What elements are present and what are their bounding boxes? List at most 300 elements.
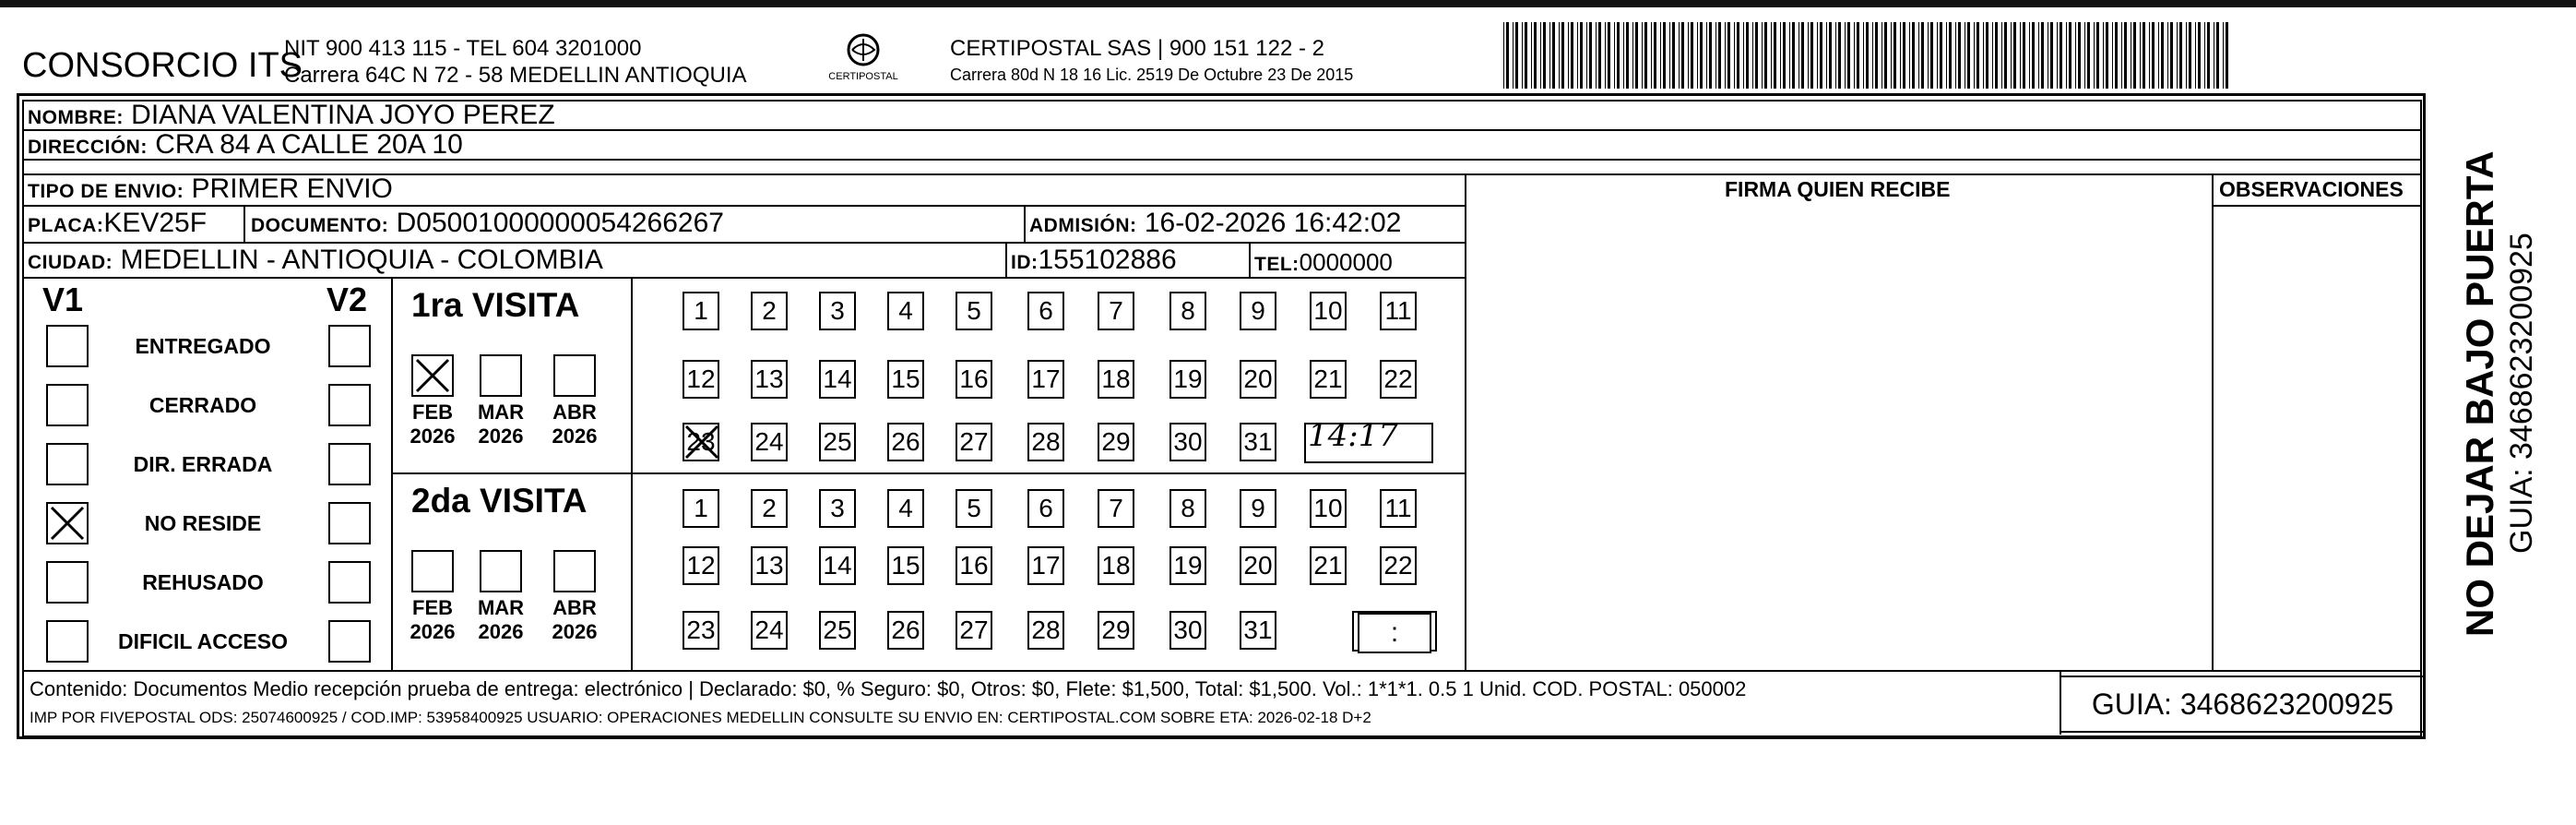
- col-divider: [1024, 205, 1026, 242]
- day-box[interactable]: 27: [956, 423, 992, 461]
- barcode-bar: [2087, 22, 2090, 89]
- day-box[interactable]: 20: [1240, 546, 1276, 585]
- barcode-bar: [1918, 22, 1919, 89]
- day-box[interactable]: 4: [887, 292, 924, 330]
- barcode-bar: [1845, 22, 1846, 89]
- barcode-bar: [2029, 22, 2030, 89]
- barcode-bar: [1808, 22, 1809, 89]
- barcode-bar: [1746, 22, 1749, 89]
- ciudad-cell: [28, 245, 603, 278]
- barcode-bar: [1552, 22, 1555, 89]
- barcode-bar: [1734, 22, 1735, 89]
- barcode-bar: [1715, 22, 1716, 89]
- barcode-bar: [1884, 22, 1887, 89]
- day-box[interactable]: 27: [956, 611, 992, 650]
- day-box[interactable]: 18: [1098, 546, 1134, 585]
- barcode-bar: [1792, 22, 1795, 89]
- col-divider: [391, 277, 393, 670]
- row-divider: [22, 670, 2422, 672]
- day-box[interactable]: 13: [751, 546, 788, 585]
- barcode-bar: [1697, 22, 1698, 89]
- barcode-bar: [1900, 22, 1901, 89]
- documento-cell: [251, 209, 724, 241]
- day-box[interactable]: 25: [819, 423, 856, 461]
- guia-number: GUIA: 3468623200925: [2060, 676, 2426, 733]
- direccion-label: DIRECCIÓN:: [28, 137, 148, 158]
- barcode-bar: [1866, 22, 1869, 89]
- barcode-bar: [2075, 22, 2076, 89]
- barcode-bar: [1903, 22, 1905, 89]
- barcode-bar: [2124, 22, 2127, 89]
- nombre-label: NOMBRE:: [28, 107, 124, 128]
- day-box[interactable]: 2: [751, 292, 788, 330]
- barcode-bar: [1872, 22, 1873, 89]
- month-name: MAR: [477, 401, 525, 424]
- barcode-bar: [1921, 22, 1924, 89]
- day-box[interactable]: 4: [887, 489, 924, 528]
- day-box[interactable]: 28: [1027, 423, 1064, 461]
- day-box[interactable]: 21: [1310, 546, 1347, 585]
- placa-label: PLACA:: [28, 215, 104, 236]
- day-box[interactable]: 3: [819, 489, 856, 528]
- month-checkbox[interactable]: [553, 354, 596, 397]
- col-divider: [243, 205, 245, 242]
- barcode-bar: [1967, 22, 1970, 89]
- day-box[interactable]: 16: [956, 360, 992, 399]
- second-visit-title: 2da VISITA: [411, 482, 588, 520]
- company-info: [284, 35, 747, 89]
- barcode-bar: [2149, 22, 2150, 89]
- status-label: DIFICIL ACCESO: [117, 629, 288, 653]
- day-box[interactable]: [683, 423, 719, 461]
- day-box[interactable]: 26: [887, 423, 924, 461]
- barcode-bar: [1614, 22, 1615, 89]
- barcode-bar: [2133, 22, 2136, 89]
- barcode-bar: [1608, 22, 1610, 89]
- barcode-bar: [1891, 22, 1892, 89]
- month-checkbox[interactable]: [553, 550, 596, 592]
- day-box[interactable]: 11: [1380, 292, 1417, 330]
- day-box[interactable]: 10: [1310, 292, 1347, 330]
- barcode-bar: [1531, 22, 1532, 89]
- status-label: ENTREGADO: [135, 334, 271, 358]
- barcode-bar: [1706, 22, 1707, 89]
- barcode-bar: [1974, 22, 1975, 89]
- day-box[interactable]: 30: [1169, 611, 1206, 650]
- day-box[interactable]: 14: [819, 546, 856, 585]
- barcode-bar: [1835, 22, 1836, 89]
- barcode-bar: [1912, 22, 1915, 89]
- barcode-bar: [1875, 22, 1878, 89]
- barcode-bar: [1672, 22, 1675, 89]
- documento-label: DOCUMENTO:: [251, 215, 389, 236]
- first-visit-title: 1ra VISITA: [411, 286, 580, 324]
- v1-checkbox[interactable]: [46, 620, 89, 663]
- barcode-bar: [1688, 22, 1689, 89]
- month-checkbox[interactable]: [480, 354, 522, 397]
- barcode-bar: [2170, 22, 2173, 89]
- day-box[interactable]: 30: [1169, 423, 1206, 461]
- barcode-bar: [2167, 22, 2168, 89]
- barcode-bar: [1940, 22, 1942, 89]
- status-label: NO RESIDE: [144, 511, 262, 535]
- barcode-bar: [1543, 22, 1546, 89]
- day-box[interactable]: 7: [1098, 292, 1134, 330]
- top-edge-bar: [0, 0, 2576, 7]
- barcode-bar: [1727, 22, 1730, 89]
- day-box[interactable]: 23: [683, 611, 719, 650]
- day-box[interactable]: 22: [1380, 360, 1417, 399]
- day-box[interactable]: 31: [1240, 611, 1276, 650]
- day-box[interactable]: 8: [1169, 292, 1206, 330]
- barcode-bar: [2152, 22, 2155, 89]
- carrier-info: [950, 35, 1353, 89]
- barcode-bar: [2115, 22, 2118, 89]
- month-name: FEB: [412, 596, 453, 619]
- barcode-bar: [2189, 22, 2191, 89]
- barcode-bar: [2140, 22, 2141, 89]
- barcode-bar: [2096, 22, 2099, 89]
- barcode-bar: [1651, 22, 1652, 89]
- documento-value: D05001000000054266267: [396, 208, 724, 238]
- barcode-bar: [1983, 22, 1984, 89]
- barcode-bar: [1525, 22, 1527, 89]
- barcode-bar: [1549, 22, 1550, 89]
- barcode-bar: [2103, 22, 2104, 89]
- v2-checkbox[interactable]: [328, 325, 371, 367]
- barcode-bar: [2066, 22, 2067, 89]
- day-box[interactable]: 1: [683, 489, 719, 528]
- logo-text: CERTIPOSTAL: [828, 71, 898, 82]
- month-label: [473, 401, 528, 448]
- month-checkbox[interactable]: [480, 550, 522, 592]
- tipo-label: TIPO DE ENVIO:: [28, 181, 184, 202]
- barcode-bar: [1826, 22, 1827, 89]
- barcode-bar: [1857, 22, 1859, 89]
- barcode-bar: [1522, 22, 1523, 89]
- barcode-bar: [1928, 22, 1929, 89]
- placa-cell: [28, 209, 207, 241]
- row-divider: [391, 472, 1466, 474]
- col-divider: [631, 277, 633, 670]
- barcode-bar: [1577, 22, 1578, 89]
- barcode-bar: [1955, 22, 1956, 89]
- v1-header: V1: [42, 281, 84, 318]
- nombre-row: [28, 101, 555, 133]
- month-year: 2026: [478, 620, 524, 643]
- admision-label: ADMISIÓN:: [1029, 215, 1137, 236]
- carrier-name: CERTIPOSTAL SAS | 900 151 122 - 2: [950, 36, 1324, 61]
- month-name: ABR: [552, 401, 597, 424]
- side-guia: GUIA: 3468623200925: [2504, 233, 2539, 554]
- barcode-bar: [1780, 22, 1781, 89]
- imp-line: IMP POR FIVEPOSTAL ODS: 25074600925 / COD.IMP: 53958400925 USUARIO: OPERACIONES MEDELLIN CONSULTE SU ENVIO EN: CERTIPOSTAL.COM SOBRE ETA: 2026-02-18 D+2: [30, 709, 1371, 726]
- barcode-bar: [2179, 22, 2182, 89]
- day-box[interactable]: 6: [1027, 292, 1064, 330]
- day-box[interactable]: 29: [1098, 423, 1134, 461]
- barcode-bar: [1586, 22, 1587, 89]
- v1-checkbox[interactable]: [46, 561, 89, 604]
- v2-checkbox[interactable]: [328, 620, 371, 663]
- placa-value: KEV25F: [103, 208, 208, 238]
- v1-checkbox[interactable]: [46, 384, 89, 426]
- barcode-bar: [1559, 22, 1560, 89]
- barcode-bar: [2198, 22, 2201, 89]
- col-divider: [1465, 173, 1466, 670]
- barcode-bar: [2084, 22, 2085, 89]
- admision-value: 16-02-2026 16:42:02: [1144, 208, 1402, 238]
- month-label: [405, 596, 460, 644]
- day-box[interactable]: 14: [819, 360, 856, 399]
- nombre-value: DIANA VALENTINA JOYO PEREZ: [131, 100, 555, 130]
- barcode-bar: [1534, 22, 1537, 89]
- barcode-bar: [2001, 22, 2002, 89]
- day-box[interactable]: 28: [1027, 611, 1064, 650]
- v1-checkbox[interactable]: [46, 502, 89, 544]
- day-box[interactable]: 22: [1380, 546, 1417, 585]
- certipostal-logo: [817, 30, 909, 89]
- barcode-bar: [2013, 22, 2016, 89]
- observations-area[interactable]: [2215, 207, 2420, 668]
- month-label: [473, 596, 528, 644]
- barcode-bar: [1679, 22, 1680, 89]
- day-box[interactable]: 5: [956, 292, 992, 330]
- day-box[interactable]: 1: [683, 292, 719, 330]
- month-year: 2026: [552, 620, 598, 643]
- barcode-bar: [1561, 22, 1564, 89]
- day-box[interactable]: 20: [1240, 360, 1276, 399]
- barcode-bar: [2223, 22, 2224, 89]
- day-box[interactable]: 3: [819, 292, 856, 330]
- barcode-bar: [1663, 22, 1666, 89]
- barcode-bar: [1958, 22, 1961, 89]
- signature-area[interactable]: [1468, 207, 2210, 668]
- barcode-bar: [2060, 22, 2062, 89]
- day-box[interactable]: 25: [819, 611, 856, 650]
- barcode-bar: [2050, 22, 2053, 89]
- barcode-bar: [1817, 22, 1818, 89]
- barcode-bar: [1937, 22, 1938, 89]
- barcode-bar: [1718, 22, 1721, 89]
- status-label: REHUSADO: [142, 570, 264, 594]
- barcode-bar: [1654, 22, 1656, 89]
- barcode-bar: [2106, 22, 2108, 89]
- day-box[interactable]: 19: [1169, 360, 1206, 399]
- barcode-bar: [2078, 22, 2081, 89]
- col-divider: [2212, 173, 2214, 670]
- month-year: 2026: [552, 424, 598, 448]
- barcode-bar: [2112, 22, 2113, 89]
- barcode-bar: [2177, 22, 2178, 89]
- id-value: 155102886: [1038, 245, 1177, 275]
- id-label: ID:: [1011, 252, 1039, 273]
- v1-checkbox[interactable]: [46, 325, 89, 367]
- month-label: [405, 401, 460, 448]
- barcode-bar: [1949, 22, 1952, 89]
- carrier-address: Carrera 80d N 18 16 Lic. 2519 De Octubre 23 De 2015: [950, 66, 1354, 84]
- barcode-bar: [1930, 22, 1933, 89]
- month-label: [547, 401, 602, 448]
- barcode-bar: [1863, 22, 1864, 89]
- barcode-bar: [1589, 22, 1592, 89]
- v1-checkbox[interactable]: [46, 443, 89, 485]
- month-name: FEB: [412, 401, 453, 424]
- barcode-bar: [2207, 22, 2210, 89]
- contenido-line: Contenido: Documentos Medio recepción prueba de entrega: electrónico | Declarado: $0, % Seguro: $0, Otros: $0, Flete: $1,500, Total: $1,500. Vol.: 1*1*1. 0.5 1 Unid. COD. POSTAL: 050002: [30, 677, 1747, 700]
- month-checkbox[interactable]: [411, 354, 454, 397]
- tel-label: TEL:: [1254, 254, 1300, 275]
- barcode: [1503, 22, 2241, 89]
- month-checkbox[interactable]: [411, 550, 454, 592]
- day-box[interactable]: 15: [887, 546, 924, 585]
- day-box[interactable]: 9: [1240, 292, 1276, 330]
- month-year: 2026: [410, 424, 456, 448]
- tel-cell: [1254, 247, 1393, 280]
- day-box[interactable]: 2: [751, 489, 788, 528]
- barcode-bar: [1506, 22, 1509, 89]
- barcode-bar: [2069, 22, 2071, 89]
- barcode-bar: [1829, 22, 1832, 89]
- day-box[interactable]: 8: [1169, 489, 1206, 528]
- day-box[interactable]: 24: [751, 423, 788, 461]
- barcode-bar: [1838, 22, 1841, 89]
- barcode-bar: [1909, 22, 1910, 89]
- day-box[interactable]: 12: [683, 360, 719, 399]
- day-box[interactable]: 29: [1098, 611, 1134, 650]
- barcode-bar: [2204, 22, 2205, 89]
- barcode-bar: [1700, 22, 1703, 89]
- day-box[interactable]: 7: [1098, 489, 1134, 528]
- day-box[interactable]: 11: [1380, 489, 1417, 528]
- barcode-bar: [1596, 22, 1597, 89]
- day-box[interactable]: 5: [956, 489, 992, 528]
- barcode-bar: [1660, 22, 1661, 89]
- barcode-bar: [2143, 22, 2145, 89]
- day-box[interactable]: 24: [751, 611, 788, 650]
- barcode-bar: [1669, 22, 1670, 89]
- barcode-bar: [1515, 22, 1518, 89]
- barcode-bar: [1737, 22, 1739, 89]
- barcode-bar: [1580, 22, 1583, 89]
- barcode-bar: [1762, 22, 1763, 89]
- day-box[interactable]: 18: [1098, 360, 1134, 399]
- barcode-bar: [1995, 22, 1998, 89]
- barcode-bar: [1709, 22, 1712, 89]
- month-name: ABR: [552, 596, 597, 619]
- barcode-bar: [1617, 22, 1620, 89]
- observaciones-header: OBSERVACIONES: [2219, 177, 2404, 201]
- barcode-bar: [2216, 22, 2219, 89]
- col-divider: [1005, 242, 1007, 277]
- barcode-bar: [2226, 22, 2228, 89]
- barcode-bar: [1635, 22, 1638, 89]
- barcode-bar: [1946, 22, 1947, 89]
- barcode-bar: [1598, 22, 1601, 89]
- barcode-bar: [2057, 22, 2058, 89]
- day-box[interactable]: 26: [887, 611, 924, 650]
- month-label: [547, 596, 602, 644]
- barcode-bar: [1626, 22, 1629, 89]
- day-box[interactable]: 16: [956, 546, 992, 585]
- day-box[interactable]: 6: [1027, 489, 1064, 528]
- barcode-bar: [1540, 22, 1541, 89]
- second-visit-time-field[interactable]: :: [1358, 613, 1431, 653]
- barcode-bar: [1893, 22, 1896, 89]
- day-box[interactable]: 15: [887, 360, 924, 399]
- month-year: 2026: [478, 424, 524, 448]
- col-divider: [1249, 242, 1251, 277]
- barcode-bar: [2186, 22, 2187, 89]
- v2-checkbox[interactable]: [328, 561, 371, 604]
- barcode-bar: [2011, 22, 2012, 89]
- barcode-bar: [1623, 22, 1624, 89]
- barcode-bar: [1755, 22, 1758, 89]
- day-box[interactable]: 19: [1169, 546, 1206, 585]
- id-cell: [1011, 245, 1177, 278]
- day-box[interactable]: 12: [683, 546, 719, 585]
- barcode-bar: [1764, 22, 1767, 89]
- barcode-bar: [2020, 22, 2021, 89]
- barcode-bar: [2161, 22, 2164, 89]
- barcode-bar: [1642, 22, 1643, 89]
- v2-checkbox[interactable]: [328, 384, 371, 426]
- day-box[interactable]: 13: [751, 360, 788, 399]
- firma-header: FIRMA QUIEN RECIBE: [1725, 177, 1951, 201]
- v2-header: V2: [326, 281, 368, 318]
- barcode-bar: [1798, 22, 1799, 89]
- day-box[interactable]: 17: [1027, 360, 1064, 399]
- barcode-bar: [2121, 22, 2122, 89]
- day-box[interactable]: 9: [1240, 489, 1276, 528]
- barcode-bar: [1503, 22, 1504, 89]
- barcode-bar: [2041, 22, 2044, 89]
- barcode-bar: [2004, 22, 2007, 89]
- admision-cell: [1029, 209, 1401, 241]
- company-nit: NIT 900 413 115 - TEL 604 3201000: [284, 36, 642, 61]
- barcode-bar: [2023, 22, 2025, 89]
- barcode-bar: [1571, 22, 1573, 89]
- barcode-bar: [1847, 22, 1850, 89]
- col-divider: [2060, 670, 2061, 735]
- v2-checkbox[interactable]: [328, 502, 371, 544]
- barcode-bar: [1568, 22, 1569, 89]
- day-box[interactable]: 17: [1027, 546, 1064, 585]
- tel-value: 0000000: [1299, 248, 1393, 276]
- day-number: 23: [686, 427, 716, 456]
- barcode-bar: [1783, 22, 1786, 89]
- barcode-bar: [1681, 22, 1684, 89]
- barcode-bar: [1691, 22, 1693, 89]
- barcode-bar: [1992, 22, 1993, 89]
- month-name: MAR: [477, 596, 525, 619]
- brand-name: CONSORCIO ITS: [22, 46, 303, 85]
- ciudad-value: MEDELLIN - ANTIOQUIA - COLOMBIA: [120, 245, 603, 275]
- month-year: 2026: [410, 620, 456, 643]
- barcode-bar: [1725, 22, 1726, 89]
- barcode-bar: [1977, 22, 1979, 89]
- day-box[interactable]: 10: [1310, 489, 1347, 528]
- barcode-bar: [1986, 22, 1988, 89]
- v2-checkbox[interactable]: [328, 443, 371, 485]
- barcode-bar: [1752, 22, 1753, 89]
- barcode-bar: [1854, 22, 1855, 89]
- status-label: DIR. ERRADA: [133, 452, 273, 476]
- tipo-value: PRIMER ENVIO: [191, 173, 393, 204]
- day-box[interactable]: 31: [1240, 423, 1276, 461]
- day-box[interactable]: 21: [1310, 360, 1347, 399]
- tipo-row: [28, 174, 393, 207]
- barcode-bar: [1771, 22, 1772, 89]
